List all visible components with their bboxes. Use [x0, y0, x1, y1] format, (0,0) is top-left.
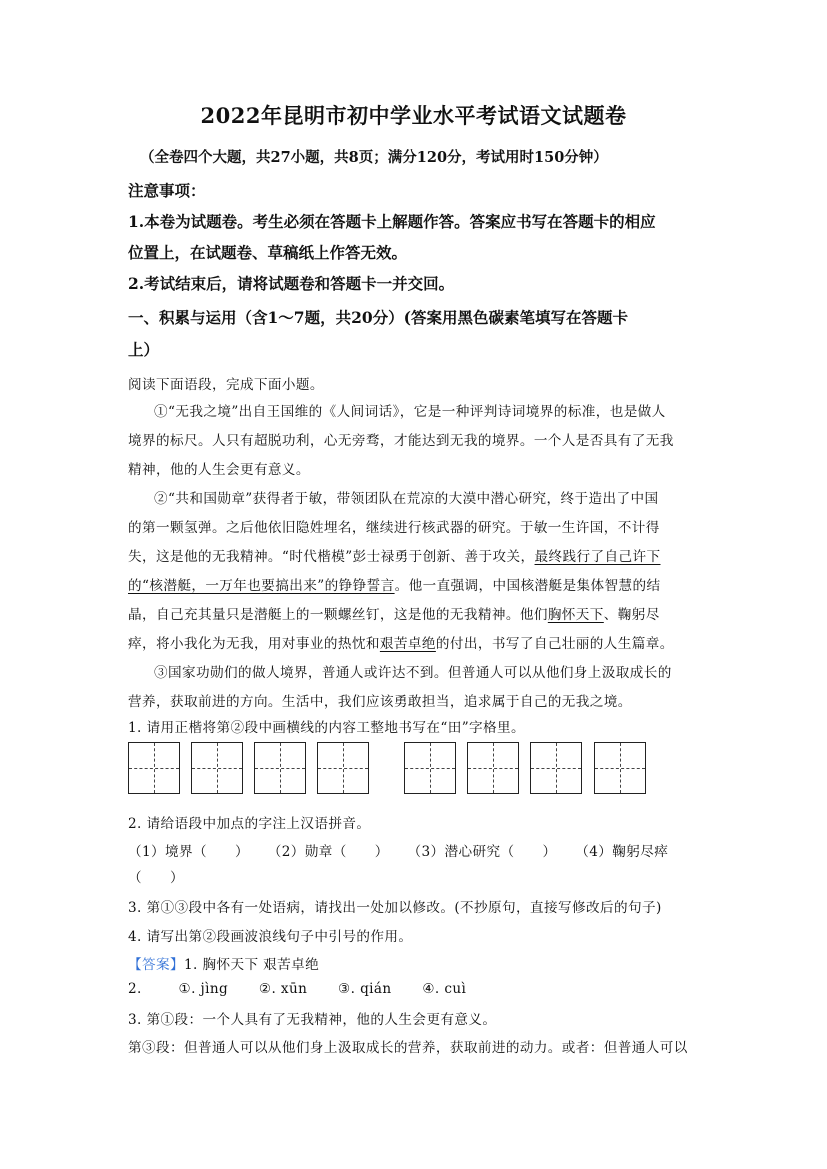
- tian-grid-cell[interactable]: [191, 742, 243, 794]
- passage-line: [128, 632, 674, 652]
- section1-heading-b: 上）: [128, 340, 160, 359]
- question-3: 3. 第①③段中各有一处语病，请找出一处加以修改。(不抄原句，直接写修改后的句子): [128, 900, 662, 916]
- passage-text: 。他一直强调，中国核潜艇是集体智慧的结: [394, 578, 661, 594]
- answer-3-b: 第③段：但普通人可以从他们身上汲取成长的营养，获取前进的动力。或者：但普通人可以: [128, 1040, 688, 1056]
- answer-2-item-3: ③. qián: [338, 981, 392, 997]
- answer-3: 3. 第①段：一个人具有了无我精神，他的人生会更有意义。: [128, 1012, 497, 1028]
- passage-line: 精神，他的人生会更有意义。: [128, 462, 310, 478]
- passage-text: 失，这是他的无我精神。“时代楷模”彭士禄勇于创新、善于攻关，: [128, 549, 535, 565]
- notes-item-1a: 1.本卷为试题卷。考生必须在答题卡上解题作答。答案应书写在答题卡的相应: [128, 212, 656, 231]
- notes-item-2: 2.考试结束后，请将试题卷和答题卡一并交回。: [128, 274, 455, 293]
- passage-line: ①“无我之境”出自王国维的《人间词话》，它是一种评判诗词境界的标准，也是做人: [154, 404, 666, 420]
- tian-grid-cell[interactable]: [254, 742, 306, 794]
- passage-text: 的付出，书写了自己壮丽的人生篇章。: [435, 636, 674, 652]
- passage-text: 瘁，将小我化为无我，用对事业的热忱和: [128, 636, 380, 652]
- question-4: 4. 请写出第②段画波浪线句子中引号的作用。: [128, 929, 413, 945]
- passage-text: 、鞠躬尽: [603, 607, 660, 623]
- tian-grid-cell[interactable]: [467, 742, 519, 794]
- tian-grid-cell[interactable]: [594, 742, 646, 794]
- notes-item-1b: 位置上，在试题卷、草稿纸上作答无效。: [128, 243, 408, 262]
- q2-item-3: （3）潜心研究（ ）: [407, 844, 557, 860]
- q2-item-4: （4）鞠躬尽瘁: [575, 844, 669, 860]
- answer-tag: 【答案】: [128, 957, 184, 973]
- page-title: 2022年昆明市初中学业水平考试语文试题卷: [200, 103, 627, 128]
- tian-grid-cell[interactable]: [404, 742, 456, 794]
- answer-2-num: 2.: [128, 981, 142, 997]
- question-1: 1. 请用正楷将第②段中画横线的内容工整地书写在“田”字格里。: [128, 720, 526, 736]
- underlined-text: 最终践行了自己许下: [534, 549, 661, 565]
- underlined-text: 胸怀天下: [547, 607, 604, 623]
- answer-2-item-1: ①. jìng: [178, 981, 229, 997]
- passage-line: [128, 574, 660, 594]
- notes-heading: 注意事项：: [128, 181, 206, 200]
- tian-grid-cell[interactable]: [128, 742, 180, 794]
- underlined-text: 艰苦卓绝: [379, 636, 436, 652]
- passage-line: 境界的标尺。人只有超脱功利，心无旁骛，才能达到无我的境界。一个人是否具有了无我: [128, 433, 674, 449]
- answer-2-item-2: ②. xūn: [258, 981, 308, 997]
- section1-intro: 阅读下面语段，完成下面小题。: [128, 377, 324, 393]
- underlined-text: 的“核潜艇，一万年也要搞出来”的铮铮誓言: [128, 578, 395, 594]
- passage-line: 营养，获取前进的方向。生活中，我们应该勇敢担当，追求属于自己的无我之境。: [128, 694, 632, 710]
- section1-heading-a: 一、积累与运用（含1～7题，共20分）(答案用黑色碳素笔填写在答题卡: [128, 308, 628, 327]
- answer-1: [128, 953, 319, 973]
- question-2: 2. 请给语段中加点的字注上汉语拼音。: [128, 816, 371, 832]
- passage-line: [128, 545, 660, 565]
- question-2-items: [128, 840, 668, 860]
- passage-line: ③国家功勋们的做人境界，普通人或许达不到。但普通人可以从他们身上汲取成长的: [154, 665, 672, 681]
- q2-item-4-blank: （ ）: [128, 870, 184, 886]
- tian-grid-row: [128, 742, 658, 802]
- passage-line: 的第一颗氢弹。之后他依旧隐姓埋名，继续进行核武器的研究。于敏一生许国，不计得: [128, 520, 660, 536]
- passage-text: 晶，自己充其量只是潜艇上的一颗螺丝钉，这是他的无我精神。他们: [128, 607, 548, 623]
- answer-1-text: 1. 胸怀天下 艰苦卓绝: [183, 957, 320, 973]
- passage-line: ②“共和国勋章”获得者于敏，带领团队在荒凉的大漠中潜心研究，终于造出了中国: [154, 491, 659, 507]
- tian-grid-cell[interactable]: [317, 742, 369, 794]
- answer-2-item-4: ④. cuì: [422, 981, 467, 997]
- answer-2: [128, 981, 466, 997]
- passage-line: [128, 603, 660, 623]
- q2-item-1: （1）境界（ ）: [128, 844, 249, 860]
- q2-item-2: （2）勋章（ ）: [267, 844, 389, 860]
- tian-grid-cell[interactable]: [530, 742, 582, 794]
- exam-subtitle: （全卷四个大题，共27小题，共8页；满分120分，考试用时150分钟）: [140, 149, 608, 166]
